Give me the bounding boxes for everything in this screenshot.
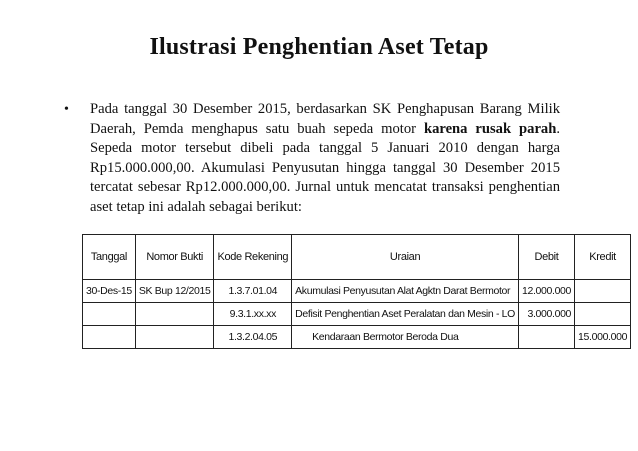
table-row: [83, 326, 631, 349]
slide-title: Ilustrasi Penghentian Aset Tetap: [149, 34, 489, 60]
cell-kode-rekening: 9.3.1.xx.xx: [214, 303, 292, 326]
cell-tanggal: [83, 326, 136, 349]
cell-uraian: Akumulasi Penyusutan Alat Agktn Darat Bermotor: [292, 280, 519, 303]
bullet-paragraph: [64, 100, 560, 217]
header-tanggal: Tanggal: [83, 235, 136, 280]
cell-kode-rekening: 1.3.7.01.04: [214, 280, 292, 303]
table-row: [83, 303, 631, 326]
header-debit: Debit: [518, 235, 574, 280]
cell-debit: 12.000.000: [518, 280, 574, 303]
cell-nomor-bukti: [135, 303, 214, 326]
cell-nomor-bukti: [135, 326, 214, 349]
paragraph-bold-phrase: karena rusak parah: [423, 120, 557, 137]
header-kode-rekening: Kode Rekening: [214, 235, 292, 280]
journal-table: [82, 234, 631, 349]
header-kredit: Kredit: [575, 235, 631, 280]
cell-debit: 3.000.000: [518, 303, 574, 326]
cell-kode-rekening: 1.3.2.04.05: [214, 326, 292, 349]
journal-header-row: [83, 235, 631, 280]
header-nomor-bukti: Nomor Bukti: [135, 235, 214, 280]
paragraph-part-2: . Sepeda motor tersebut dibeli pada tanggal 5 Januari 2010 dengan harga Rp15.000.000,00. Akumulasi Penyusutan hingga tanggal 30 Desember 2015 tercatat sebesar Rp12.000.000,00. Jurnal untuk mencatat transaksi penghentian aset tetap ini adalah sebagai berikut:: [90, 120, 560, 215]
cell-nomor-bukti: SK Bup 12/2015: [135, 280, 214, 303]
cell-kredit: [575, 280, 631, 303]
cell-tanggal: 30-Des-15: [83, 280, 136, 303]
bullet-marker: •: [64, 102, 69, 117]
cell-uraian: Defisit Penghentian Aset Peralatan dan Mesin - LO: [292, 303, 519, 326]
table-row: [83, 280, 631, 303]
cell-kredit: [575, 303, 631, 326]
cell-tanggal: [83, 303, 136, 326]
header-uraian: Uraian: [292, 235, 519, 280]
paragraph-part-1: Pada tanggal 30 Desember 2015, berdasarkan SK Penghapusan Barang Milik Daerah, Pemda menghapus satu buah sepeda motor: [90, 101, 560, 137]
paragraph-text: [90, 100, 560, 217]
cell-uraian: Kendaraan Bermotor Beroda Dua: [292, 326, 519, 349]
cell-debit: [518, 326, 574, 349]
cell-kredit: 15.000.000: [575, 326, 631, 349]
